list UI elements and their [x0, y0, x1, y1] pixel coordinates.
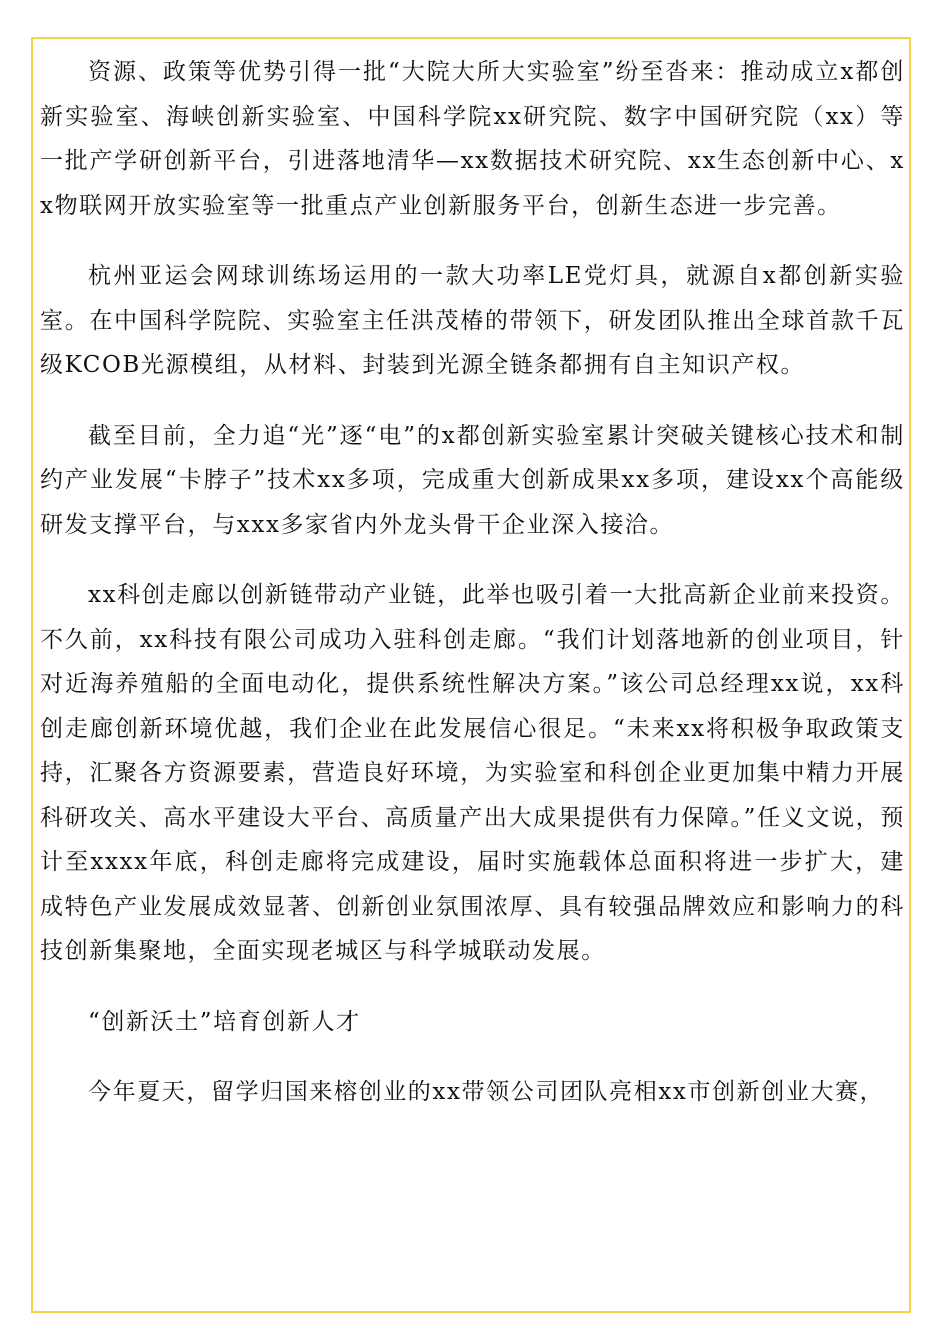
section-subheading: “创新沃土”培育创新人才	[88, 1008, 361, 1035]
paragraph-innovation-platforms: 资源、政策等优势引得一批“大院大所大实验室”纷至沓来：推动成立x都创新实验室、海峡创新实验室、中国科学院xx研究院、数字中国研究院（xx）等一批产学研创新平台，引进落地清华—xx数据技术研究院、xx生态创新中心、xx物联网开放实验室等一批重点产业创新服务平台，创新生态进一步完善。	[40, 59, 906, 219]
paragraph-summer-entrepreneur: 今年夏天，留学归国来榕创业的xx带领公司团队亮相xx市创新创业大赛，	[88, 1079, 885, 1105]
paragraph-lab-achievements: 截至目前，全力追“光”逐“电”的x都创新实验室累计突破关键核心技术和制约产业发展“卡脖子”技术xx多项，完成重大创新成果xx多项，建设xx个高能级研发支撑平台，与xxx多家省内外龙头骨干企业深入接洽。	[40, 422, 905, 538]
document-body	[40, 50, 905, 1141]
paragraph-led-lamp: 杭州亚运会网球训练场运用的一款大功率LE党灯具，就源自x都创新实验室。在中国科学院院、实验室主任洪茂椿的带领下，研发团队推出全球首款千瓦级KCOB光源模组，从材料、封装到光源全链条都拥有自主知识产权。	[40, 263, 905, 378]
paragraph-science-corridor: xx科创走廊以创新链带动产业链，此举也吸引着一大批高新企业前来投资。不久前，xx科技有限公司成功入驻科创走廊。“我们计划落地新的创业项目，针对近海养殖船的全面电动化，提供系统性解决方案。”该公司总经理xx说，xx科创走廊创新环境优越，我们企业在此发展信心很足。“未来xx将积极争取政策支持，汇聚各方资源要素，营造良好环境，为实验室和科创企业更加集中精力开展科研攻关、高水平建设大平台、高质量产出大成果提供有力保障。”任义文说，预计至xxxx年底，科创走廊将完成建设，届时实施载体总面积将进一步扩大，建成特色产业发展成效显著、创新创业氛围浓厚、具有较强品牌效应和影响力的科技创新集聚地，全面实现老城区与科学城联动发展。	[40, 582, 905, 964]
